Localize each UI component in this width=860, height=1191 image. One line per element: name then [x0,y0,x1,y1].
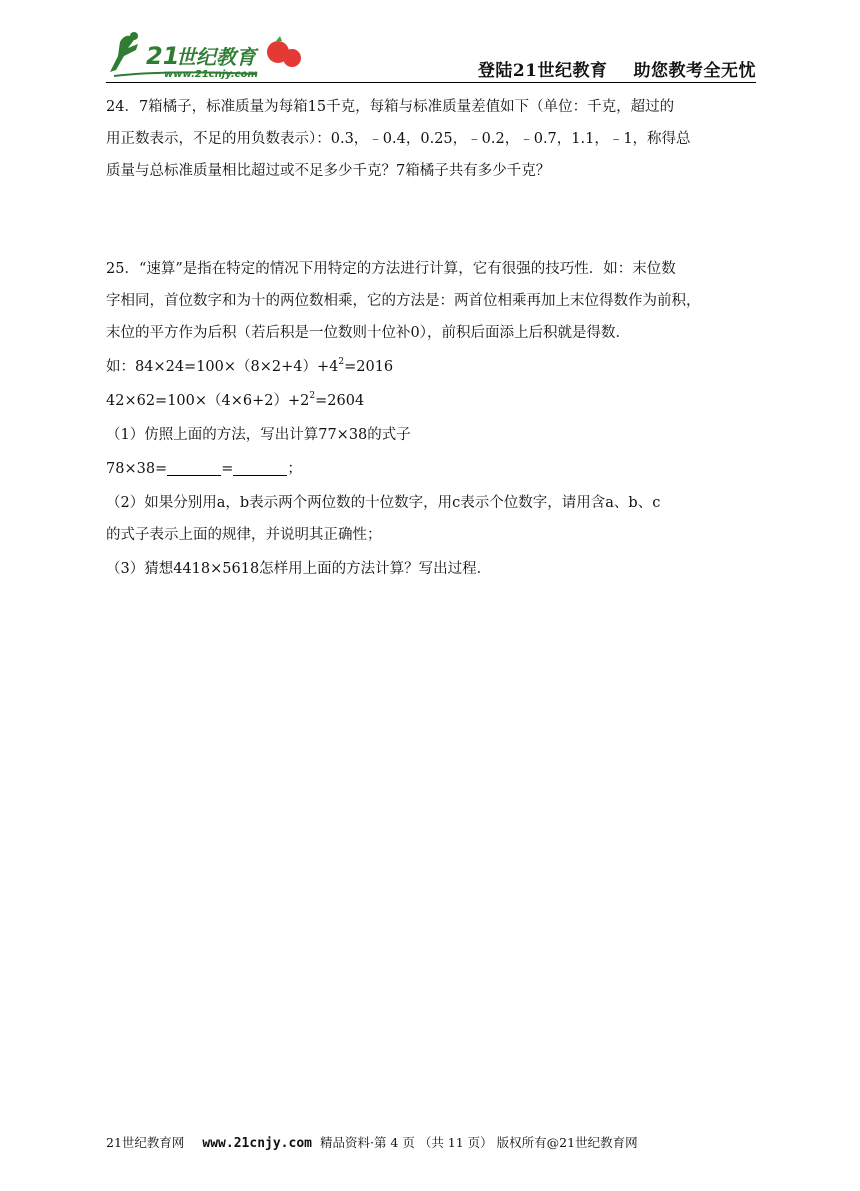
question-24 [106,94,756,184]
q24-line: 质量与总标准质量相比超过或不足多少千克？7箱橘子共有多少千克？ [106,163,551,179]
header-slogan [478,56,756,81]
q24-line: 用正数表示，不足的用负数表示）：0.3，﹣0.4，0.25，﹣0.2，﹣0.7，1.1，﹣1，称得总 [106,131,691,147]
example-1: 如：$84\times 24=100\times(8\times 2+4)+4^2=2016$ [106,357,394,375]
q25-line: 末位的平方作为后积（若后积是一位数则十位补0），前积后面添上后积就是得数． [106,325,630,341]
part-2: （2）如果分别用a，b表示两个两位数的十位数字，用c表示个位数字，请用含a、b、c [106,495,661,511]
footer-site-name: 21世纪教育网 [106,1135,185,1150]
part-1-equation: 78×38= = ； [106,461,302,477]
slogan-right: 助您教考全无忧 [633,61,756,81]
page-header [106,30,756,84]
answer-blank[interactable] [167,459,221,476]
answer-blank[interactable] [233,459,287,476]
footer-page-info: 精品资料·第 4 页 （共 11 页） 版权所有@21世纪教育网 [319,1135,638,1150]
svg-text:21: 21 [146,42,180,70]
svg-text:世纪教育: 世纪教育 [176,45,256,69]
q24-line: 24．7箱橘子，标准质量为每箱15千克，每箱与标准质量差值如下（单位：千克，超过的 [106,99,675,115]
question-25 [106,256,756,582]
part-3: （3）猜想4418×5618怎样用上面的方法计算？写出过程． [106,561,492,577]
part-2-cont: 的式子表示上面的规律，并说明其正确性； [106,527,382,543]
site-logo [106,30,306,82]
q25-line: 25．“速算”是指在特定的情况下用特定的方法进行计算，它有很强的技巧性．如：末位数 [106,261,676,277]
q25-line: 字相同，首位数字和为十的两位数相乘，它的方法是：两首位相乘再加上末位得数作为前积， [106,293,701,309]
header-divider [106,82,756,83]
document-body [106,94,756,582]
example-2: $42\times 62=100\times(4\times 6+2)+2^2=2604$ [106,391,365,409]
page-footer [106,1133,756,1151]
svg-text:www.21cnjy.com: www.21cnjy.com [164,69,258,80]
slogan-left: 登陆21世纪教育 [477,61,608,81]
part-1: （1）仿照上面的方法，写出计算77×38的式子 [106,427,411,443]
footer-url[interactable]: www.21cnjy.com [202,1136,312,1151]
